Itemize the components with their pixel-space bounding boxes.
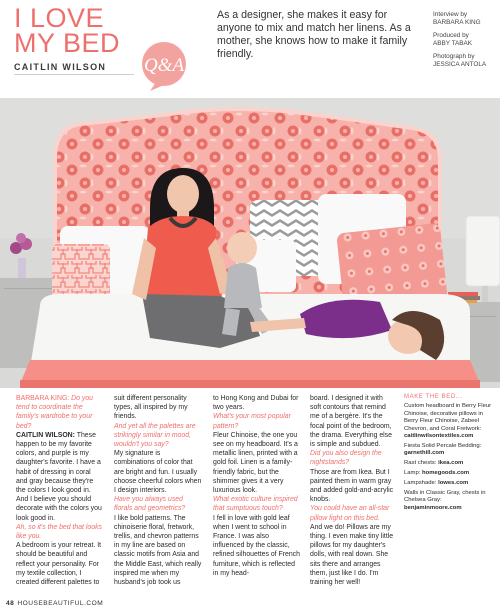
article-column-3 [213,394,300,578]
credit-name: ABBY TABAK [433,40,473,47]
credit-label: Photograph by [433,53,475,60]
answer: Those are from Ikea. But I painted them in warm gray and added gold-and-acrylic knobs. [310,468,394,504]
question: Did you also design the nightstands? [310,450,382,467]
answer: A bedroom is your retreat. It should be beautiful and reflect your personality. For my textile collection, I created different palettes to [16,542,102,587]
answer: And we do! Pillows are my thing. I even make tiny little pillows for my daughter's dolls, with real down. She sits there and arranges them, just like I do. I'm training her well! [310,523,394,587]
source-link[interactable]: caitlinwilsontextiles.com [404,433,474,440]
source-link[interactable]: homegoods.com [422,470,470,477]
question: Ah, so it's the bed that looks like you. [16,523,102,541]
bedroom-photo [0,98,500,388]
source-description: Lamp: [404,470,421,477]
qa-badge [136,40,192,92]
interviewee-label: CAITLIN WILSON: [16,431,75,439]
source-description: Lampshade: [404,480,437,487]
article-column-4 [310,394,394,587]
source-link[interactable]: garnethill.com [404,450,445,457]
source-item [404,460,496,467]
question-text: Do you tend to coordinate the family's wardrobe to your bed? [16,395,93,430]
credit-label: Produced by [433,32,469,39]
article-title [14,3,124,58]
title-line-2: MY BED [14,28,121,58]
question: Have you always used florals and geometrics? [114,496,186,513]
source-description: Rast chests: [404,460,437,467]
qa-badge-text: Q&A [143,55,185,76]
sidebar-heading: MAKE THE BED... [404,394,463,400]
source-description: Fiesta Solid Percale Bedding: [404,442,482,449]
credit-name: BARBARA KING [433,19,481,26]
source-description: Walls in Classic Gray, chests in Chelsea Gray: [404,489,486,504]
question [16,394,102,431]
byline: CAITLIN WILSON [14,62,107,72]
source-item [404,443,496,458]
answer [16,431,102,523]
page-footer [6,600,103,607]
question: What exotic culture inspired that sumptuous touch? [213,496,298,513]
sources-sidebar [404,394,496,515]
question: You could have an all-star pillow fight on this bed. [310,505,390,522]
credits [433,11,497,74]
interviewer-label: BARBARA KING: [16,395,70,402]
answer: I fell in love with gold leaf when I went to school in France. I was also influenced by the classic, refined silhouettes of French furniture, which is reflected in my head- [213,514,300,577]
answer: My signature is combinations of color that are bright and fun. I usually choose cheerful colors when I design interiors. [114,450,202,495]
answer-text: These happen to be my favorite colors, and purple is my daughter's favorite. I have a habit of dressing in coral and gray because they're the colors I look good in. And I believe you should decorate with the colors you look good in. [16,431,102,522]
question: And yet all the palettes are strikingly similar in mood, wouldn't you say? [114,422,196,449]
answer: board. I designed it with soft contours that remind me of a bergère. It's the focal point of the bedroom, the drama. Everything else is simple and subdued. [310,395,392,449]
credit-label: Interview by [433,11,468,18]
publication-url[interactable]: HOUSEBEAUTIFUL.COM [17,600,104,607]
question: What's your most popular pattern? [213,413,291,430]
credit-photographer [433,53,497,69]
answer: Fleur Chinoise, the one you see on my headboard. It's a metallic linen, printed with a gold foil. Linen is a family-friendly fabric, but the shimmer gives it a very luxurious look. [213,431,298,495]
credit-name: JESSICA ANTOLA [433,61,487,68]
answer: to Hong Kong and Dubai for two years. [213,395,299,412]
article-column-2 [114,394,202,587]
answer: suit different personality types, all inspired by my friends. [114,395,188,421]
page-number: 48 [6,600,15,607]
title-line-1: I LOVE [14,3,105,33]
credit-interview [433,11,497,27]
source-item [404,490,496,512]
source-item [404,480,496,487]
source-link[interactable]: lowes.com [438,480,469,487]
source-item [404,470,496,477]
credit-producer [433,32,497,48]
title-divider [14,74,134,75]
answer: I like bold patterns. The chinoiserie floral, fretwork, trellis, and chevron patterns in my line are based on classic motifs from Asia and the Middle East, which really inspired me when my husband's job took us [114,514,202,587]
deck-text: As a designer, she makes it easy for anyone to mix and match her linens. As a mother, she knows how to make it family friendly. [217,9,411,60]
source-link[interactable]: ikea.com [438,460,464,467]
source-description: Custom headboard in Berry Fleur Chinoise, decorative pillows in Berry Fleur Chinoise, Zabeel Chevron, and Coral Fretwork: [404,403,492,432]
article-column-1 [16,394,102,587]
source-item [404,403,496,440]
source-link[interactable]: benjaminmoore.com [404,504,462,511]
